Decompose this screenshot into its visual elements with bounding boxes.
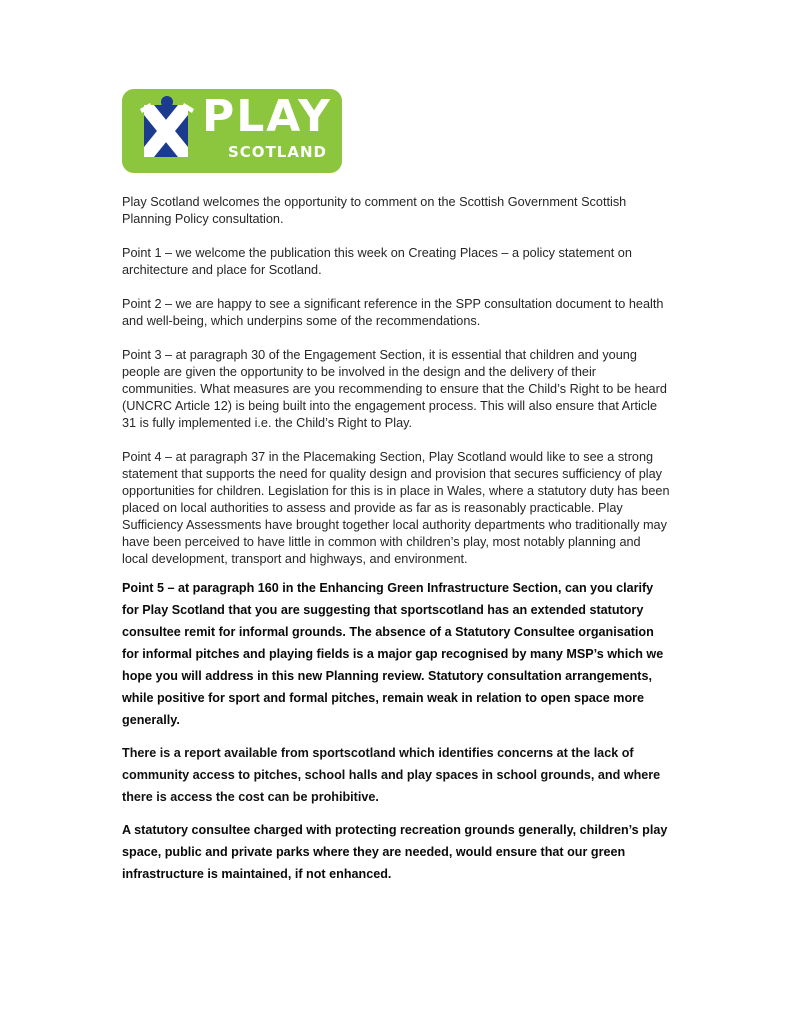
paragraph-point-4: Point 4 – at paragraph 37 in the Placemaking Section, Play Scotland would like to see a strong statement that supports the need for quality design and provision that secures sufficiency of play opportunities for children. Legislation for this is in place in Wales, where a statutory duty has been placed on local authorities to assess and provide as far as is reasonably practicable. Play Sufficiency Assessments have brought together local authority departments who traditionally may have been perceived to have little in common with children’s play, most notably planning and local development, transport and highways, and environment. xyxy=(122,450,670,566)
logo-wordmark: PLAY xyxy=(202,91,332,142)
paragraph-point-2: Point 2 – we are happy to see a significant reference in the SPP consultation document to health and well-being, which underpins some of the recommendations. xyxy=(122,297,664,328)
paragraph-statutory-consultee: A statutory consultee charged with protecting recreation grounds generally, children’s play space, public and private parks where they are needed, would ensure that our green infrastructure is maintained, if not enhanced. xyxy=(122,823,668,881)
paragraph-point-5: Point 5 – at paragraph 160 in the Enhancing Green Infrastructure Section, can you clarify for Play Scotland that you are suggesting that sportscotland has an extended statutory consultee remit for informal grounds. The absence of a Statutory Consultee organisation for informal pitches and playing fields is a major gap recognised by many MSP’s which we hope you will address in this new Planning review. Statutory consultation arrangements, while positive for sport and formal pitches, remain weak in relation to open space more generally. xyxy=(122,581,664,727)
logo-subtitle: SCOTLAND xyxy=(228,143,327,161)
letter-body xyxy=(122,194,670,885)
play-scotland-logo xyxy=(122,89,342,173)
paragraph-intro: Play Scotland welcomes the opportunity to comment on the Scottish Government Scottish Planning Policy consultation. xyxy=(122,195,627,226)
paragraph-point-3: Point 3 – at paragraph 30 of the Engagement Section, it is essential that children and young people are given the opportunity to be involved in the design and the delivery of their communities. What measures are you recommending to ensure that the Child’s Right to be heard (UNCRC Article 12) is being built into the engagement process. This will also ensure that Article 31 is fully implemented i.e. the Child’s Right to Play. xyxy=(122,348,667,430)
paragraph-sportscotland-report: There is a report available from sportscotland which identifies concerns at the lack of community access to pitches, school halls and play spaces in school grounds, and where there is access the cost can be prohibitive. xyxy=(122,746,661,804)
paragraph-point-1: Point 1 – we welcome the publication this week on Creating Places – a policy statement on architecture and place for Scotland. xyxy=(122,246,632,277)
